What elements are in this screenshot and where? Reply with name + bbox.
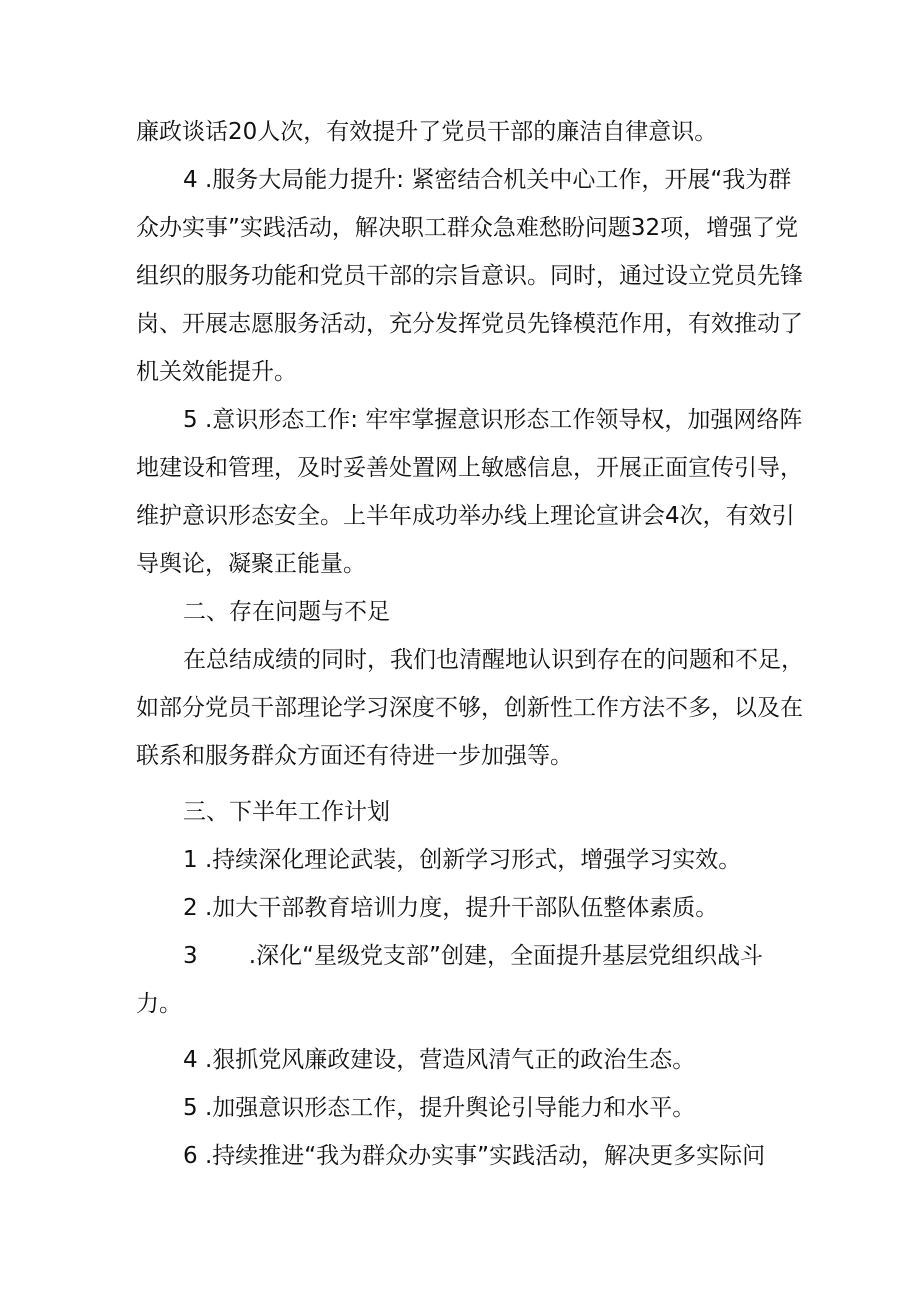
plan-item-2: 2 .加大干部教育培训力度，提升干部队伍整体素质。 bbox=[183, 895, 719, 921]
plan-item-3: 3 .深化“星级党支部”创建，全面提升基层党组织战斗力。 bbox=[136, 943, 763, 1017]
spacer bbox=[136, 1028, 804, 1036]
paragraph-problems: 在总结成绩的同时，我们也清醒地认识到存在的问题和不足，如部分党员干部理论学习深度不够，创新性工作方法不多，以及在联系和服务群众方面还有待进一步加强等。 bbox=[136, 647, 804, 769]
paragraph-item-5: 5 .意识形态工作: 牢牢掌握意识形态工作领导权，加强网络阵地建设和管理，及时妥善处置网上敏感信息，开展正面宣传引导，维护意识形态安全。上半年成功举办线上理论宣讲会4次，有效引导舆论，凝聚正能量。 bbox=[136, 407, 803, 577]
paragraph-item-4: 4 .服务大局能力提升: 紧密结合机关中心工作，开展“我为群众办实事”实践活动，解决职工群众急难愁盼问题32项，增强了党组织的服务功能和党员干部的宗旨意识。同时，通过设立党员先锋岗、开展志愿服务活动，充分发挥党员先锋模范作用，有效推动了机关效能提升。 bbox=[136, 167, 803, 385]
paragraph-1: 廉政谈话20人次，有效提升了党员干部的廉洁自律意识。 bbox=[136, 119, 718, 145]
plan-item-4: 4 .狠抓党风廉政建设，营造风清气正的政治生态。 bbox=[183, 1047, 696, 1073]
section-heading-plan: 三、下半年工作计划 bbox=[183, 799, 390, 825]
spacer bbox=[136, 780, 804, 788]
plan-item-5: 5 .加强意识形态工作，提升舆论引导能力和水平。 bbox=[183, 1095, 696, 1121]
section-heading-problems: 二、存在问题与不足 bbox=[183, 599, 390, 625]
plan-item-6: 6 .持续推进“我为群众办实事”实践活动，解决更多实际问 bbox=[183, 1143, 766, 1169]
plan-item-1: 1 .持续深化理论武装，创新学习形式，增强学习实效。 bbox=[183, 847, 742, 873]
document-body bbox=[136, 108, 804, 1180]
